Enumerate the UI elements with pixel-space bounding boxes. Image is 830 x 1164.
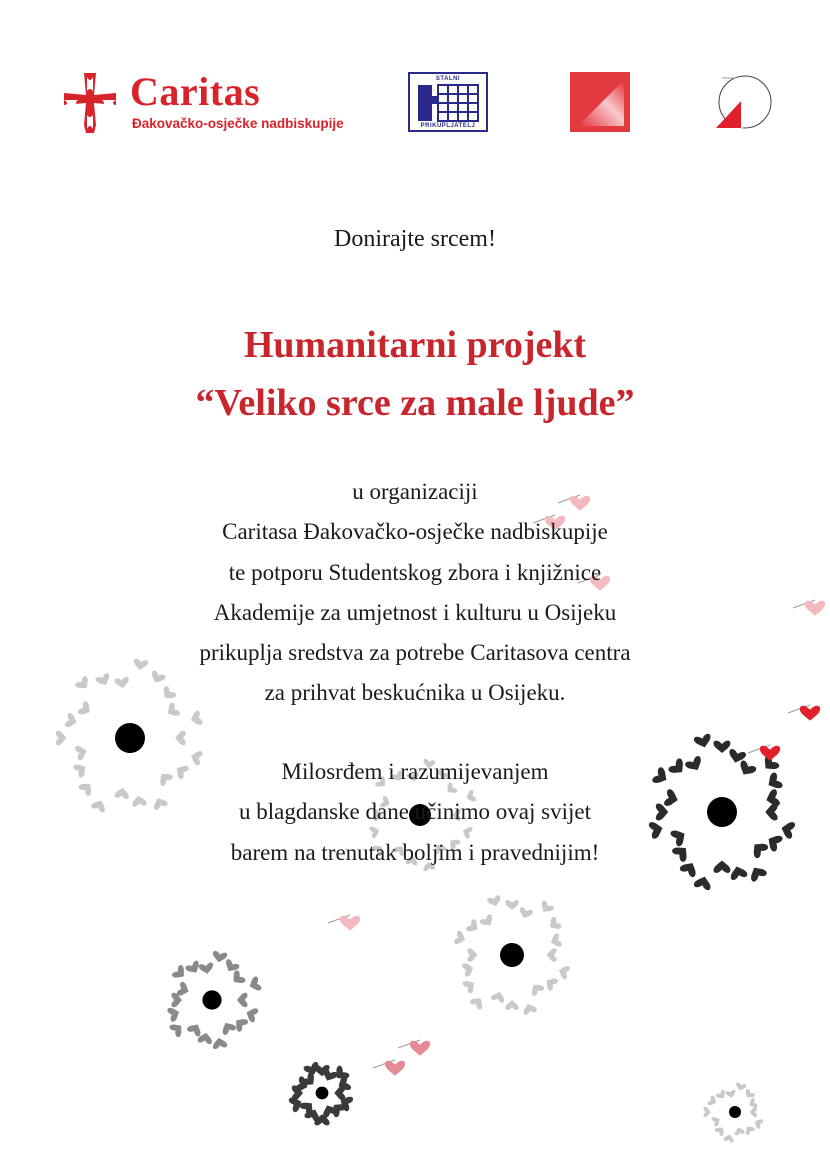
heart-seed xyxy=(465,918,481,935)
logo-bar xyxy=(0,0,830,160)
heart-seed xyxy=(528,981,545,997)
caritas-name: Caritas xyxy=(130,69,261,114)
caritas-cross-icon xyxy=(58,71,122,135)
heart-seed xyxy=(521,1002,537,1016)
motto: Donirajte srcem! xyxy=(334,226,496,252)
organization-paragraph xyxy=(0,472,830,714)
heart-seed xyxy=(743,1124,756,1136)
floating-heart-seed xyxy=(340,916,360,931)
title-line-1: Humanitarni projekt xyxy=(243,324,587,366)
stalni-top-text: STALNI xyxy=(435,76,461,82)
body-line: u organizaciji xyxy=(352,479,478,504)
heart-seed xyxy=(462,977,478,994)
heart-seed xyxy=(753,1117,764,1129)
heart-seed xyxy=(454,930,468,946)
body-line: Akademije za umjetnost i kulturu u Osijeku xyxy=(213,599,617,625)
heart-seed xyxy=(538,900,555,916)
heart-seed xyxy=(693,874,713,890)
heart-seed xyxy=(487,895,503,909)
heart-seed xyxy=(247,976,262,993)
heart-seed xyxy=(469,994,486,1010)
floating-heart-seed xyxy=(385,1061,405,1076)
floating-heart-seed xyxy=(410,1041,430,1056)
heart-seed xyxy=(212,1037,228,1050)
heart-seed xyxy=(547,948,557,962)
caritas-logo xyxy=(58,68,348,138)
closing-line: u blagdanske dane učinimo ovaj svijet xyxy=(239,799,591,825)
heart-seed xyxy=(505,1000,519,1010)
dandelion-head xyxy=(115,723,145,753)
heart-seed xyxy=(715,1089,728,1101)
heart-seed xyxy=(167,1005,182,1022)
heart-seed xyxy=(711,1115,722,1127)
heart-seed xyxy=(735,1082,747,1092)
body-line: Caritasa Đakovačko-osječke nadbiskupije xyxy=(222,519,608,545)
heart-seed xyxy=(703,1107,710,1117)
heart-seed xyxy=(723,1133,735,1143)
heart-seed xyxy=(237,993,248,1007)
stalni-prikupljatelj-logo xyxy=(408,72,488,132)
heart-seed xyxy=(56,731,67,745)
heart-seed xyxy=(725,1089,737,1099)
heart-seed xyxy=(229,969,246,987)
title-line-2: “Veliko srce za male ljude” xyxy=(195,382,635,424)
heart-seed xyxy=(490,990,506,1004)
dandelion-head xyxy=(729,1106,741,1118)
closing-line: Milosrđem i razumijevanjem xyxy=(281,759,549,784)
dandelion-head xyxy=(500,943,524,967)
heart-seed xyxy=(462,961,476,977)
heart-seed xyxy=(169,1020,186,1038)
heart-seed xyxy=(467,948,477,962)
closing-line: barem na trenutak boljim i pravednijim! xyxy=(230,839,600,865)
heart-seed xyxy=(219,1019,237,1035)
heart-seed xyxy=(175,731,186,745)
heart-seed xyxy=(505,900,519,910)
dandelion-head xyxy=(316,1087,329,1100)
heart-seed xyxy=(198,962,214,975)
heart-seed xyxy=(557,964,571,980)
heart-seed xyxy=(546,916,562,933)
heart-seed xyxy=(734,1126,746,1136)
red-triangle-logo xyxy=(570,72,630,132)
heart-seed xyxy=(518,907,534,921)
heart-seed xyxy=(212,951,228,964)
closing-paragraph xyxy=(0,752,830,873)
body-line: prikuplja sredstva za potrebe Caritasova centra xyxy=(199,640,631,666)
project-title xyxy=(0,316,830,432)
heart-seed xyxy=(64,712,78,729)
dandelion-head xyxy=(202,990,221,1009)
heart-seed xyxy=(186,1021,204,1037)
heart-seed xyxy=(543,975,559,992)
body-line: te potporu Studentskog zbora i knjižnice xyxy=(228,559,602,585)
heart-seed xyxy=(693,733,713,749)
stalni-bottom-text: PRIKUPLJATELJ xyxy=(420,123,476,129)
circle-arrow-logo xyxy=(712,70,774,132)
heart-seed xyxy=(549,933,563,949)
heart-seed xyxy=(479,913,496,929)
body-line: za prihvat beskućnika u Osijeku. xyxy=(264,680,566,706)
caritas-subtitle: Đakovačko-osječke nadbiskupije xyxy=(132,116,344,131)
heart-seed xyxy=(750,1107,757,1117)
